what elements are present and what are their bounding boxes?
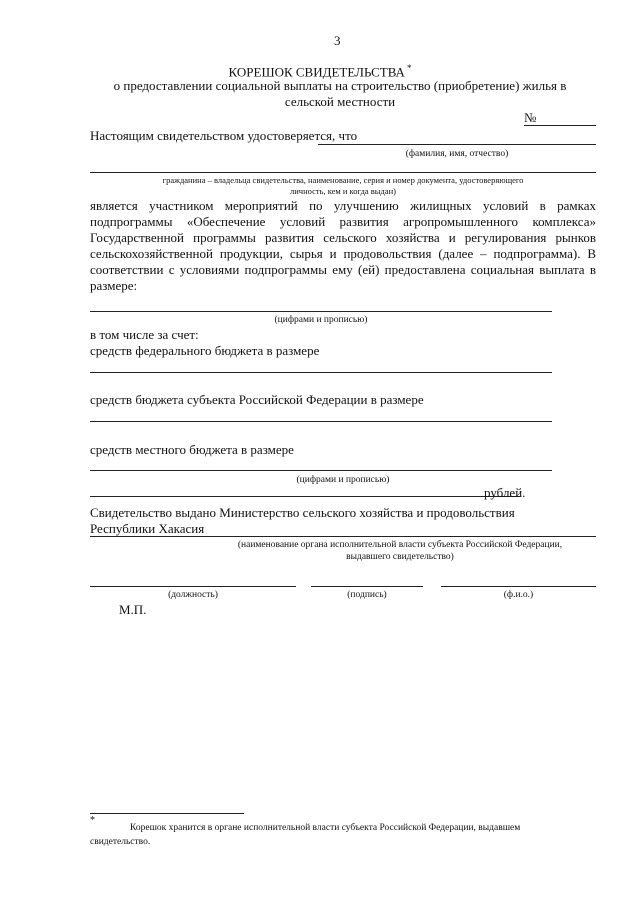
issued-by-line-2: Республики Хакасия (90, 521, 205, 536)
footnote-mark: * (90, 815, 95, 826)
certificate-number-label: № (524, 110, 537, 125)
regional-budget-label: средств бюджета субъекта Российской Федерации в размере (90, 392, 424, 407)
citizen-caption-line-2: личность, кем и когда выдан) (290, 186, 396, 196)
amount-caption: (цифрами и прописью) (274, 315, 368, 325)
issuer-caption-line-1: (наименование органа исполнительной власти субъекта Российской Федерации, (237, 540, 563, 550)
signature-line[interactable] (311, 586, 423, 587)
certify-text: Настоящим свидетельством удостоверяется, что (90, 128, 358, 143)
rubles-label: рублей. (484, 485, 526, 500)
name-caption: (ф.и.о.) (503, 590, 534, 600)
federal-budget-line[interactable] (90, 372, 552, 373)
title-text: КОРЕШОК СВИДЕТЕЛЬСТВА (228, 64, 405, 80)
federal-budget-label: средств федерального бюджета в размере (90, 343, 320, 358)
local-budget-label: средств местного бюджета в размере (90, 442, 294, 457)
rubles-amount-line[interactable] (90, 496, 520, 497)
footnote-text-line-2: свидетельство. (90, 837, 151, 847)
issuer-line[interactable] (90, 536, 596, 537)
regional-budget-line[interactable] (90, 421, 552, 422)
name-line[interactable] (441, 586, 596, 587)
certificate-number-line[interactable] (524, 125, 596, 126)
issuer-caption-line-2: выдавшего свидетельство) (346, 552, 454, 562)
local-budget-line[interactable] (90, 470, 552, 471)
page-number: 3 (334, 33, 341, 48)
citizen-caption-line-1: гражданина – владельца свидетельства, наименование, серия и номер документа, удостоверяющего (162, 175, 524, 185)
stamp-label: М.П. (119, 602, 147, 617)
title-footnote-mark: * (406, 63, 412, 73)
including-label: в том числе за счет: (90, 327, 199, 342)
fio-caption: (фамилия, имя, отчество) (405, 149, 509, 159)
signature-caption: (подпись) (347, 590, 387, 600)
subtitle-line-1: о предоставлении социальной выплаты на строительство (приобретение) жилья в (113, 78, 567, 93)
footnote-text-line-1: Корешок хранится в органе исполнительной власти субъекта Российской Федерации, выдавшем (130, 823, 521, 833)
footnote-separator (90, 813, 244, 814)
local-amount-caption: (цифрами и прописью) (296, 475, 390, 485)
fio-line[interactable] (318, 144, 596, 145)
subtitle-line-2: сельской местности (284, 94, 396, 109)
position-line[interactable] (90, 586, 296, 587)
citizen-document-line[interactable] (90, 172, 596, 173)
issued-by-line-1: Свидетельство выдано Министерство сельского хозяйства и продовольствия (90, 505, 515, 520)
amount-line[interactable] (90, 311, 552, 312)
main-paragraph: является участником мероприятий по улучшению жилищных условий в рамках подпрограммы «Обеспечение условий развития агропромышленного комплекса» Государственной программы развития сельского хозяйства и регулирования рынков сельскохозяйственной продукции, сырья и продовольствия (далее – подпрограмма). В соответствии с условиями подпрограммы ему (ей) предоставлена социальная выплата в размере: (90, 198, 596, 293)
position-caption: (должность) (168, 590, 218, 600)
